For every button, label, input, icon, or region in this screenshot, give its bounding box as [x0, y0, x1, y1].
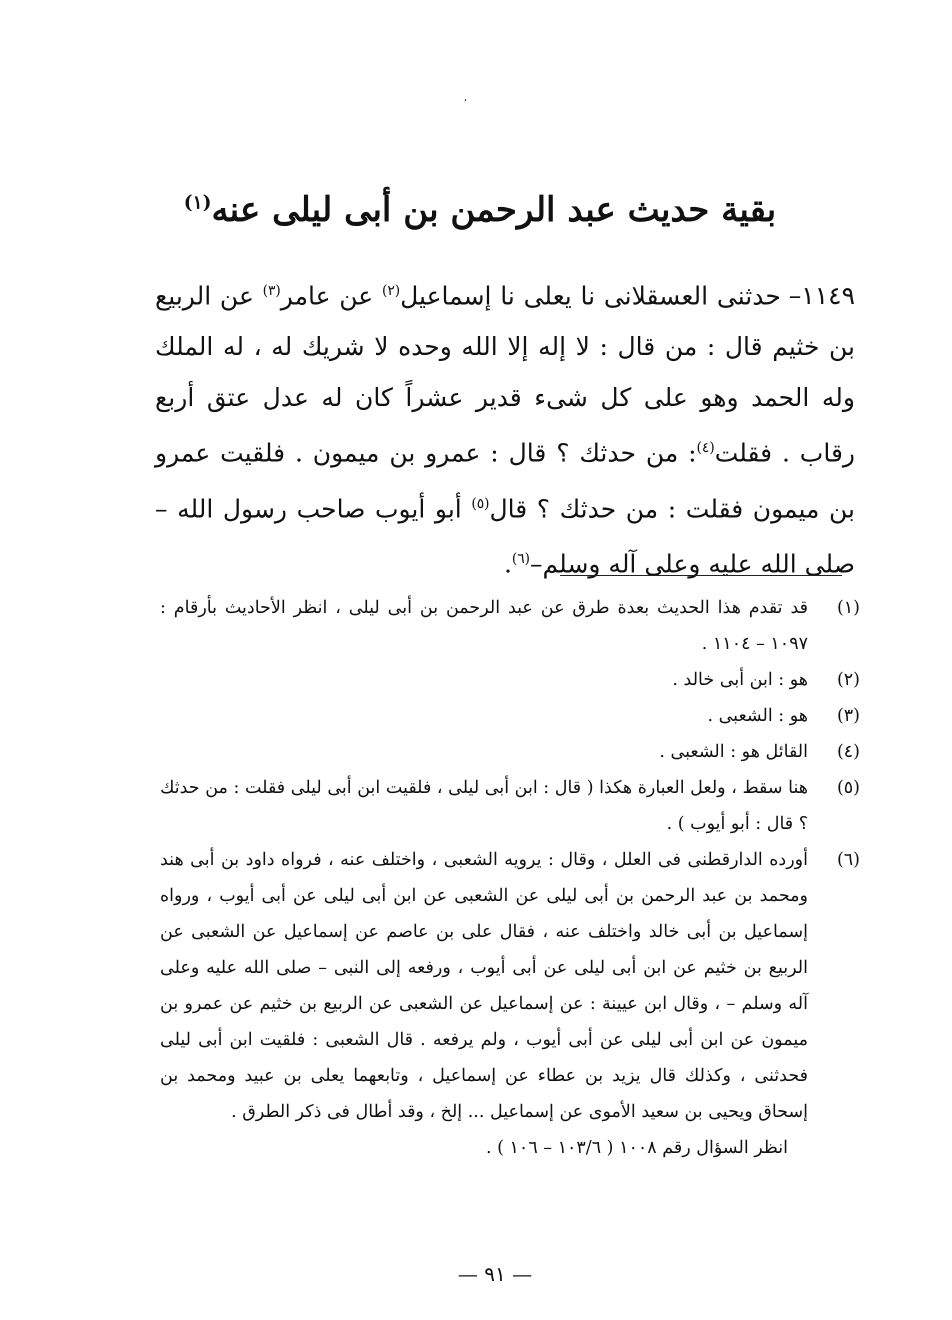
hadith-text-3: عن الربيع بن خثيم قال : من قال : لا إله إلا الله وحده لا شريك له ، له الملك وله الحمد وهو على كل شىء قدير عشراً كان له عدل عتق أربع رقاب . فقلت [155, 281, 855, 468]
hadith-text-1: حدثنى العسقلانى نا يعلى نا إسماعيل [400, 281, 781, 311]
footnote-text: هو : ابن أبى خالد . [672, 670, 808, 690]
footnote-item [160, 698, 860, 734]
footnote-item [160, 662, 860, 698]
footnotes [160, 590, 860, 1166]
footnote-mark: (٣) [836, 706, 860, 726]
page-number: — ٩١ — [457, 1262, 533, 1286]
footnote-mark: (٥) [836, 778, 860, 798]
hadith-paragraph [155, 266, 855, 589]
footnote-text: أورده الدارقطنى فى العلل ، وقال : يرويه الشعبى ، واختلف عنه ، فرواه داود بن أبى هند ومحمد بن عبد الرحمن بن أبى ليلى عن الشعبى عن ابن أبى ليلى عن أبى أيوب ، ورواه إسماعيل بن أبى خالد واختلف عنه ، فقال على بن عاصم عن إسماعيل عن الشعبى عن الربيع بن خثيم عن ابن أبى ليلى عن أبى أيوب ، ورفعه إلى النبى – صلى الله عليه وعلى آله وسلم – ، وقال ابن عيينة : عن إسماعيل عن الشعبى عن الربيع بن خثيم عن عمرو بن ميمون عن ابن أبى ليلى عن أبى أيوب ، ولم يرفعه . قال الشعبى : فلقيت ابن أبى ليلى فحدثنى ، وكذلك قال يزيد بن عطاء عن إسماعيل ، وتابعهما يعلى بن عبيد ومحمد بن إسحاق ويحيى بن سعيد الأموى عن إسماعيل ... إلخ ، وقد أطال فى ذكر الطرق . [160, 850, 808, 1122]
footnote-ref-3: (٣) [262, 283, 281, 299]
footnote-text: هنا سقط ، ولعل العبارة هكذا ( قال : ابن أبى ليلى ، فلقيت ابن أبى ليلى فقلت : من حدثك ؟ قال : أبو أيوب ) . [160, 778, 808, 834]
footnote-ref-4: (٤) [696, 440, 715, 457]
hadith-text-2: عن عامر [280, 281, 382, 311]
hadith-text-5: أبو أيوب صاحب رسول الله – صلى الله عليه وعلى آله وسلم– [155, 493, 855, 579]
footnote-ref-6: (٦) [511, 550, 531, 567]
chapter-title [140, 190, 820, 230]
footnote-divider [560, 575, 842, 576]
footnote-ref-2: (٢) [381, 283, 401, 299]
footnote-mark: (٤) [836, 742, 860, 762]
footnote-mark: (٢) [836, 670, 860, 690]
chapter-title-text: بقية حديث عبد الرحمن بن أبى ليلى عنه [211, 190, 777, 230]
footnote-item [160, 770, 860, 842]
hadith-text-4: : من حدثك ؟ قال : عمرو بن ميمون . فلقيت عمرو بن ميمون فقلت : من حدثك ؟ قال [155, 438, 855, 523]
hadith-text-6: . [503, 549, 512, 579]
hadith-text [155, 266, 855, 589]
footnote-item [160, 842, 860, 1130]
footnote-mark: (١) [836, 598, 860, 618]
footnote-mark: (٦) [836, 850, 860, 870]
footnote-text: قد تقدم هذا الحديث بعدة طرق عن عبد الرحمن بن أبى ليلى ، انظر الأحاديث بأرقام : ١٠٩٧ – ١١٠٤ . [160, 598, 808, 654]
footnote-ref-5: (٥) [471, 495, 490, 512]
footnote-item [160, 734, 860, 770]
footnote-item [160, 590, 860, 662]
footnote-text: القائل هو : الشعبى . [659, 742, 808, 762]
footnote-cross-reference: انظر السؤال رقم ١٠٠٨ ( ١٠٣/٦ – ١٠٦ ) . [486, 1138, 788, 1158]
footnote-text: هو : الشعبى . [707, 706, 808, 726]
ink-speck: , [464, 92, 468, 103]
hadith-number: ١١٤٩– [788, 281, 855, 311]
chapter-title-ref: (١) [183, 191, 212, 214]
